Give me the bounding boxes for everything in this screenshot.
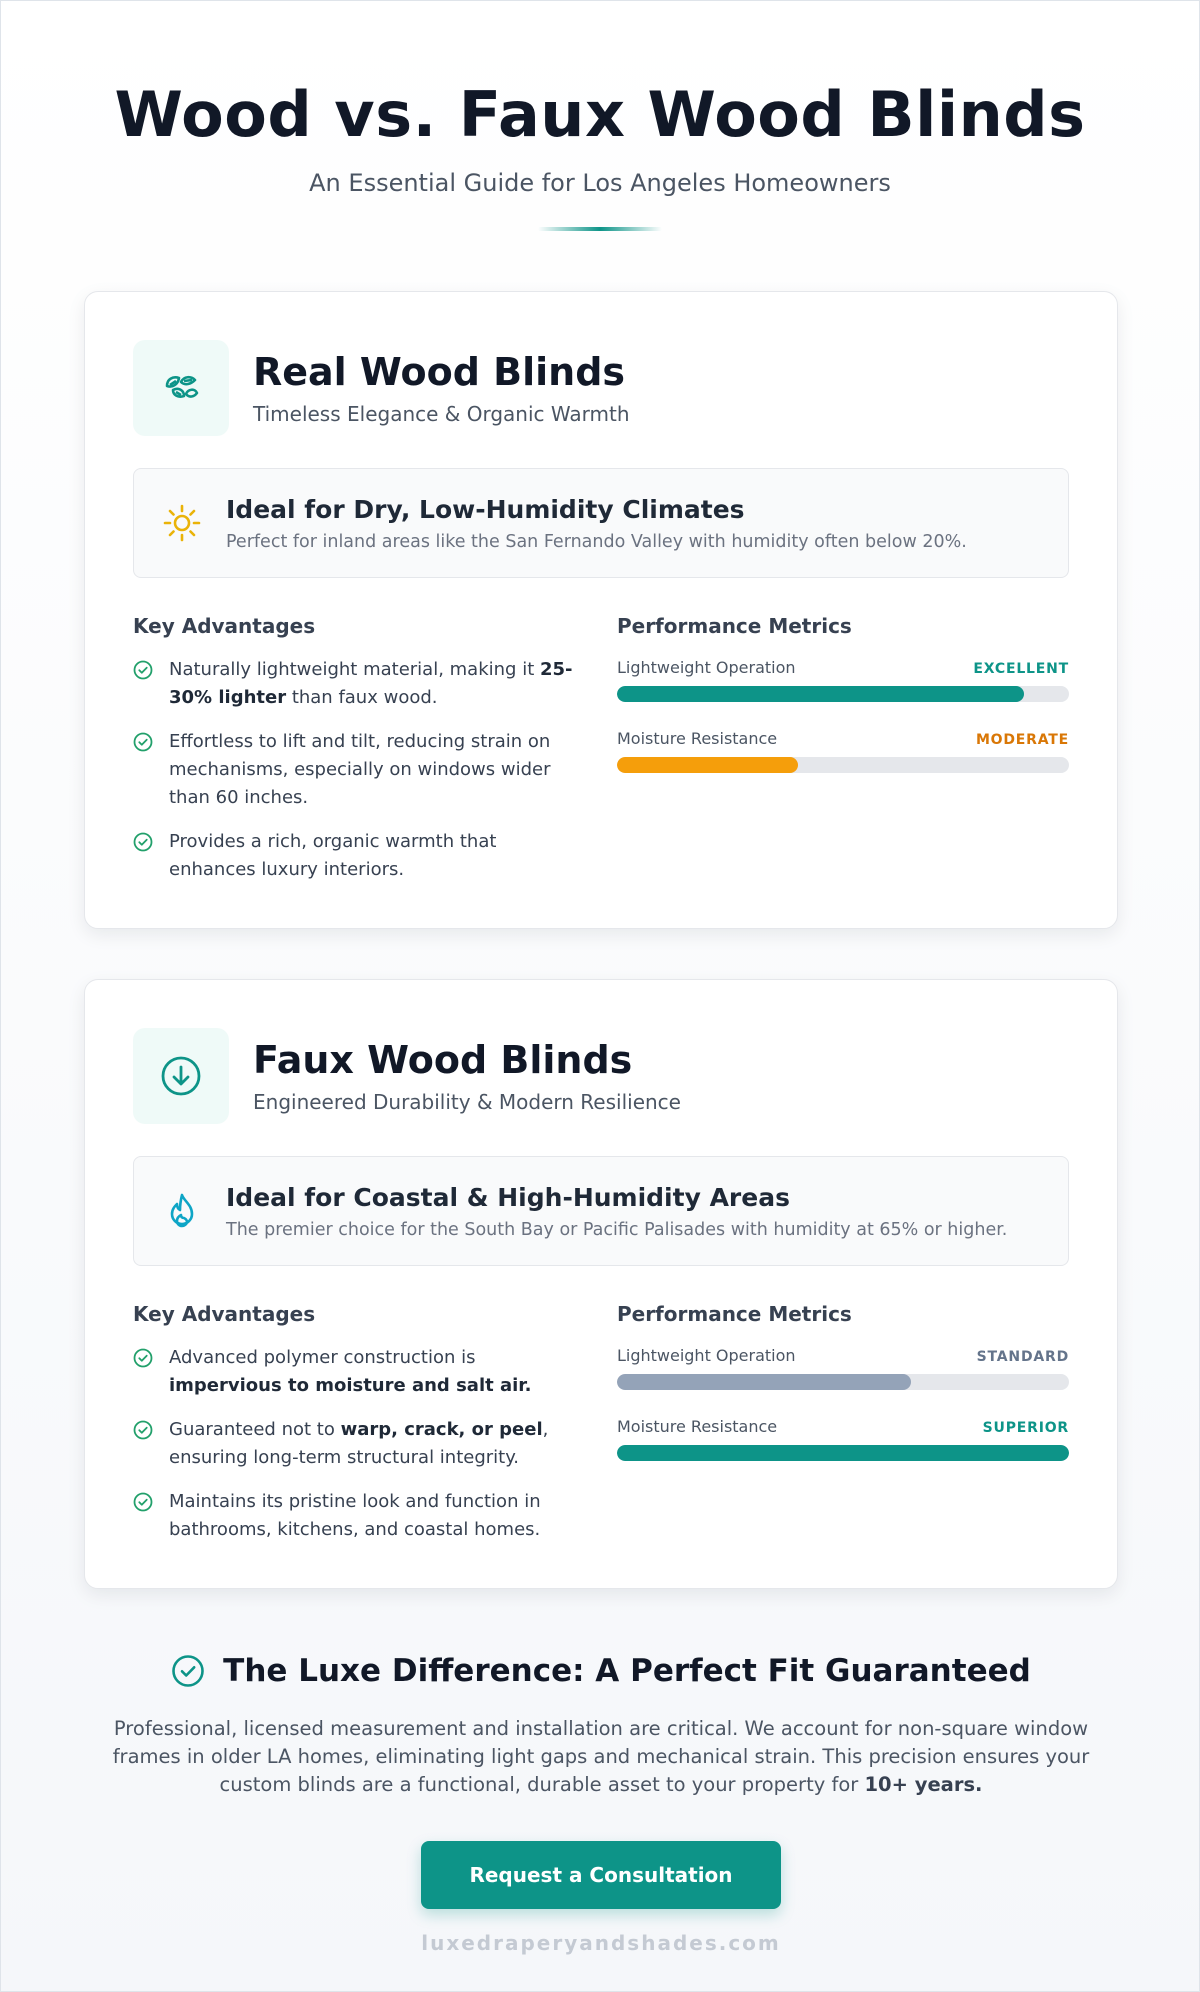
check-circle-icon bbox=[171, 1654, 205, 1688]
list-item bbox=[133, 1416, 617, 1472]
check-circle-icon bbox=[133, 1348, 153, 1368]
climate-title: Ideal for Dry, Low-Humidity Climates bbox=[226, 494, 745, 524]
metric-lightweight bbox=[617, 658, 1069, 702]
advantages-title: Key Advantages bbox=[133, 1302, 316, 1326]
advantage-text: Provides a rich, organic warmth that enhances luxury interiors. bbox=[169, 831, 497, 880]
card-subtitle: Timeless Elegance & Organic Warmth bbox=[253, 402, 630, 426]
footer-url: luxedraperyandshades.com bbox=[421, 1931, 781, 1955]
list-item bbox=[133, 656, 617, 712]
metric-rating: EXCELLENT bbox=[973, 661, 1069, 677]
climate-description: Perfect for inland areas like the San Fernando Valley with humidity often below 20%. bbox=[226, 531, 967, 552]
metric-rating: MODERATE bbox=[975, 732, 1069, 748]
advantage-text: Naturally lightweight material, making it 25-30% lighter than faux wood. bbox=[169, 659, 573, 708]
list-item bbox=[133, 1344, 617, 1400]
luxe-title: The Luxe Difference: A Perfect Fit Guaranteed bbox=[223, 1653, 1031, 1689]
check-circle-icon bbox=[133, 732, 153, 752]
advantage-text: Effortless to lift and tilt, reducing strain on mechanisms, especially on windows wider than 60 inches. bbox=[169, 731, 551, 808]
advantage-text: Guaranteed not to warp, crack, or peel, ensuring long-term structural integrity. bbox=[169, 1419, 549, 1468]
metric-moisture bbox=[617, 729, 1069, 773]
sun-icon bbox=[162, 503, 202, 543]
advantage-text: Advanced polymer construction is impervious to moisture and salt air. bbox=[169, 1347, 532, 1396]
progress-track bbox=[617, 686, 1069, 702]
page-title: Wood vs. Faux Wood Blinds bbox=[114, 78, 1086, 151]
list-item bbox=[133, 1488, 617, 1544]
check-circle-icon bbox=[133, 1420, 153, 1440]
check-circle-icon bbox=[133, 832, 153, 852]
climate-title: Ideal for Coastal & High-Humidity Areas bbox=[226, 1182, 790, 1212]
climate-callout bbox=[133, 1156, 1069, 1266]
page-header bbox=[1, 1, 1199, 231]
metric-label: Moisture Resistance bbox=[616, 729, 778, 748]
faux-wood-card bbox=[84, 979, 1118, 1589]
metric-lightweight bbox=[617, 1346, 1069, 1390]
card-title: Faux Wood Blinds bbox=[253, 1038, 633, 1082]
metrics-title: Performance Metrics bbox=[616, 1302, 852, 1326]
card-title: Real Wood Blinds bbox=[253, 350, 626, 394]
arrow-down-circle-icon bbox=[133, 1028, 229, 1124]
progress-track bbox=[617, 1445, 1069, 1461]
advantages-section bbox=[133, 1302, 617, 1560]
metrics-section bbox=[617, 614, 1069, 900]
progress-track bbox=[617, 757, 1069, 773]
progress-track bbox=[617, 1374, 1069, 1390]
metric-rating: STANDARD bbox=[976, 1349, 1069, 1365]
progress-fill bbox=[617, 757, 798, 773]
metric-rating: SUPERIOR bbox=[982, 1420, 1069, 1436]
list-item bbox=[133, 728, 617, 812]
list-item bbox=[133, 828, 617, 884]
check-circle-icon bbox=[133, 1492, 153, 1512]
real-wood-card bbox=[84, 291, 1118, 929]
metric-label: Moisture Resistance bbox=[616, 1417, 778, 1436]
card-subtitle: Engineered Durability & Modern Resilience bbox=[253, 1090, 681, 1114]
page-subtitle: An Essential Guide for Los Angeles Homeowners bbox=[309, 169, 891, 197]
luxe-body: Professional, licensed measurement and installation are critical. We account for non-square window frames in older LA homes, eliminating light gaps and mechanical strain. This precision ensures your custom blinds are a functional, durable asset to your property for 10+ years. bbox=[112, 1717, 1090, 1796]
metrics-section bbox=[617, 1302, 1069, 1560]
luxe-difference-section bbox=[1, 1653, 1200, 1955]
card-header bbox=[133, 340, 1069, 436]
check-circle-icon bbox=[133, 660, 153, 680]
request-consultation-button[interactable]: Request a Consultation bbox=[421, 1841, 781, 1909]
progress-fill bbox=[617, 686, 1024, 702]
climate-callout bbox=[133, 468, 1069, 578]
metric-label: Lightweight Operation bbox=[616, 1346, 796, 1365]
advantages-title: Key Advantages bbox=[133, 614, 316, 638]
metric-moisture bbox=[617, 1417, 1069, 1461]
flame-icon bbox=[162, 1191, 202, 1231]
metric-label: Lightweight Operation bbox=[616, 658, 796, 677]
leaves-icon bbox=[133, 340, 229, 436]
progress-fill bbox=[617, 1374, 911, 1390]
progress-fill bbox=[617, 1445, 1069, 1461]
card-header bbox=[133, 1028, 1069, 1124]
advantage-text: Maintains its pristine look and function in bathrooms, kitchens, and coastal homes. bbox=[169, 1491, 541, 1540]
metrics-title: Performance Metrics bbox=[616, 614, 852, 638]
title-divider bbox=[538, 227, 662, 231]
advantages-section bbox=[133, 614, 617, 900]
climate-description: The premier choice for the South Bay or Pacific Palisades with humidity at 65% or higher. bbox=[226, 1219, 1008, 1240]
